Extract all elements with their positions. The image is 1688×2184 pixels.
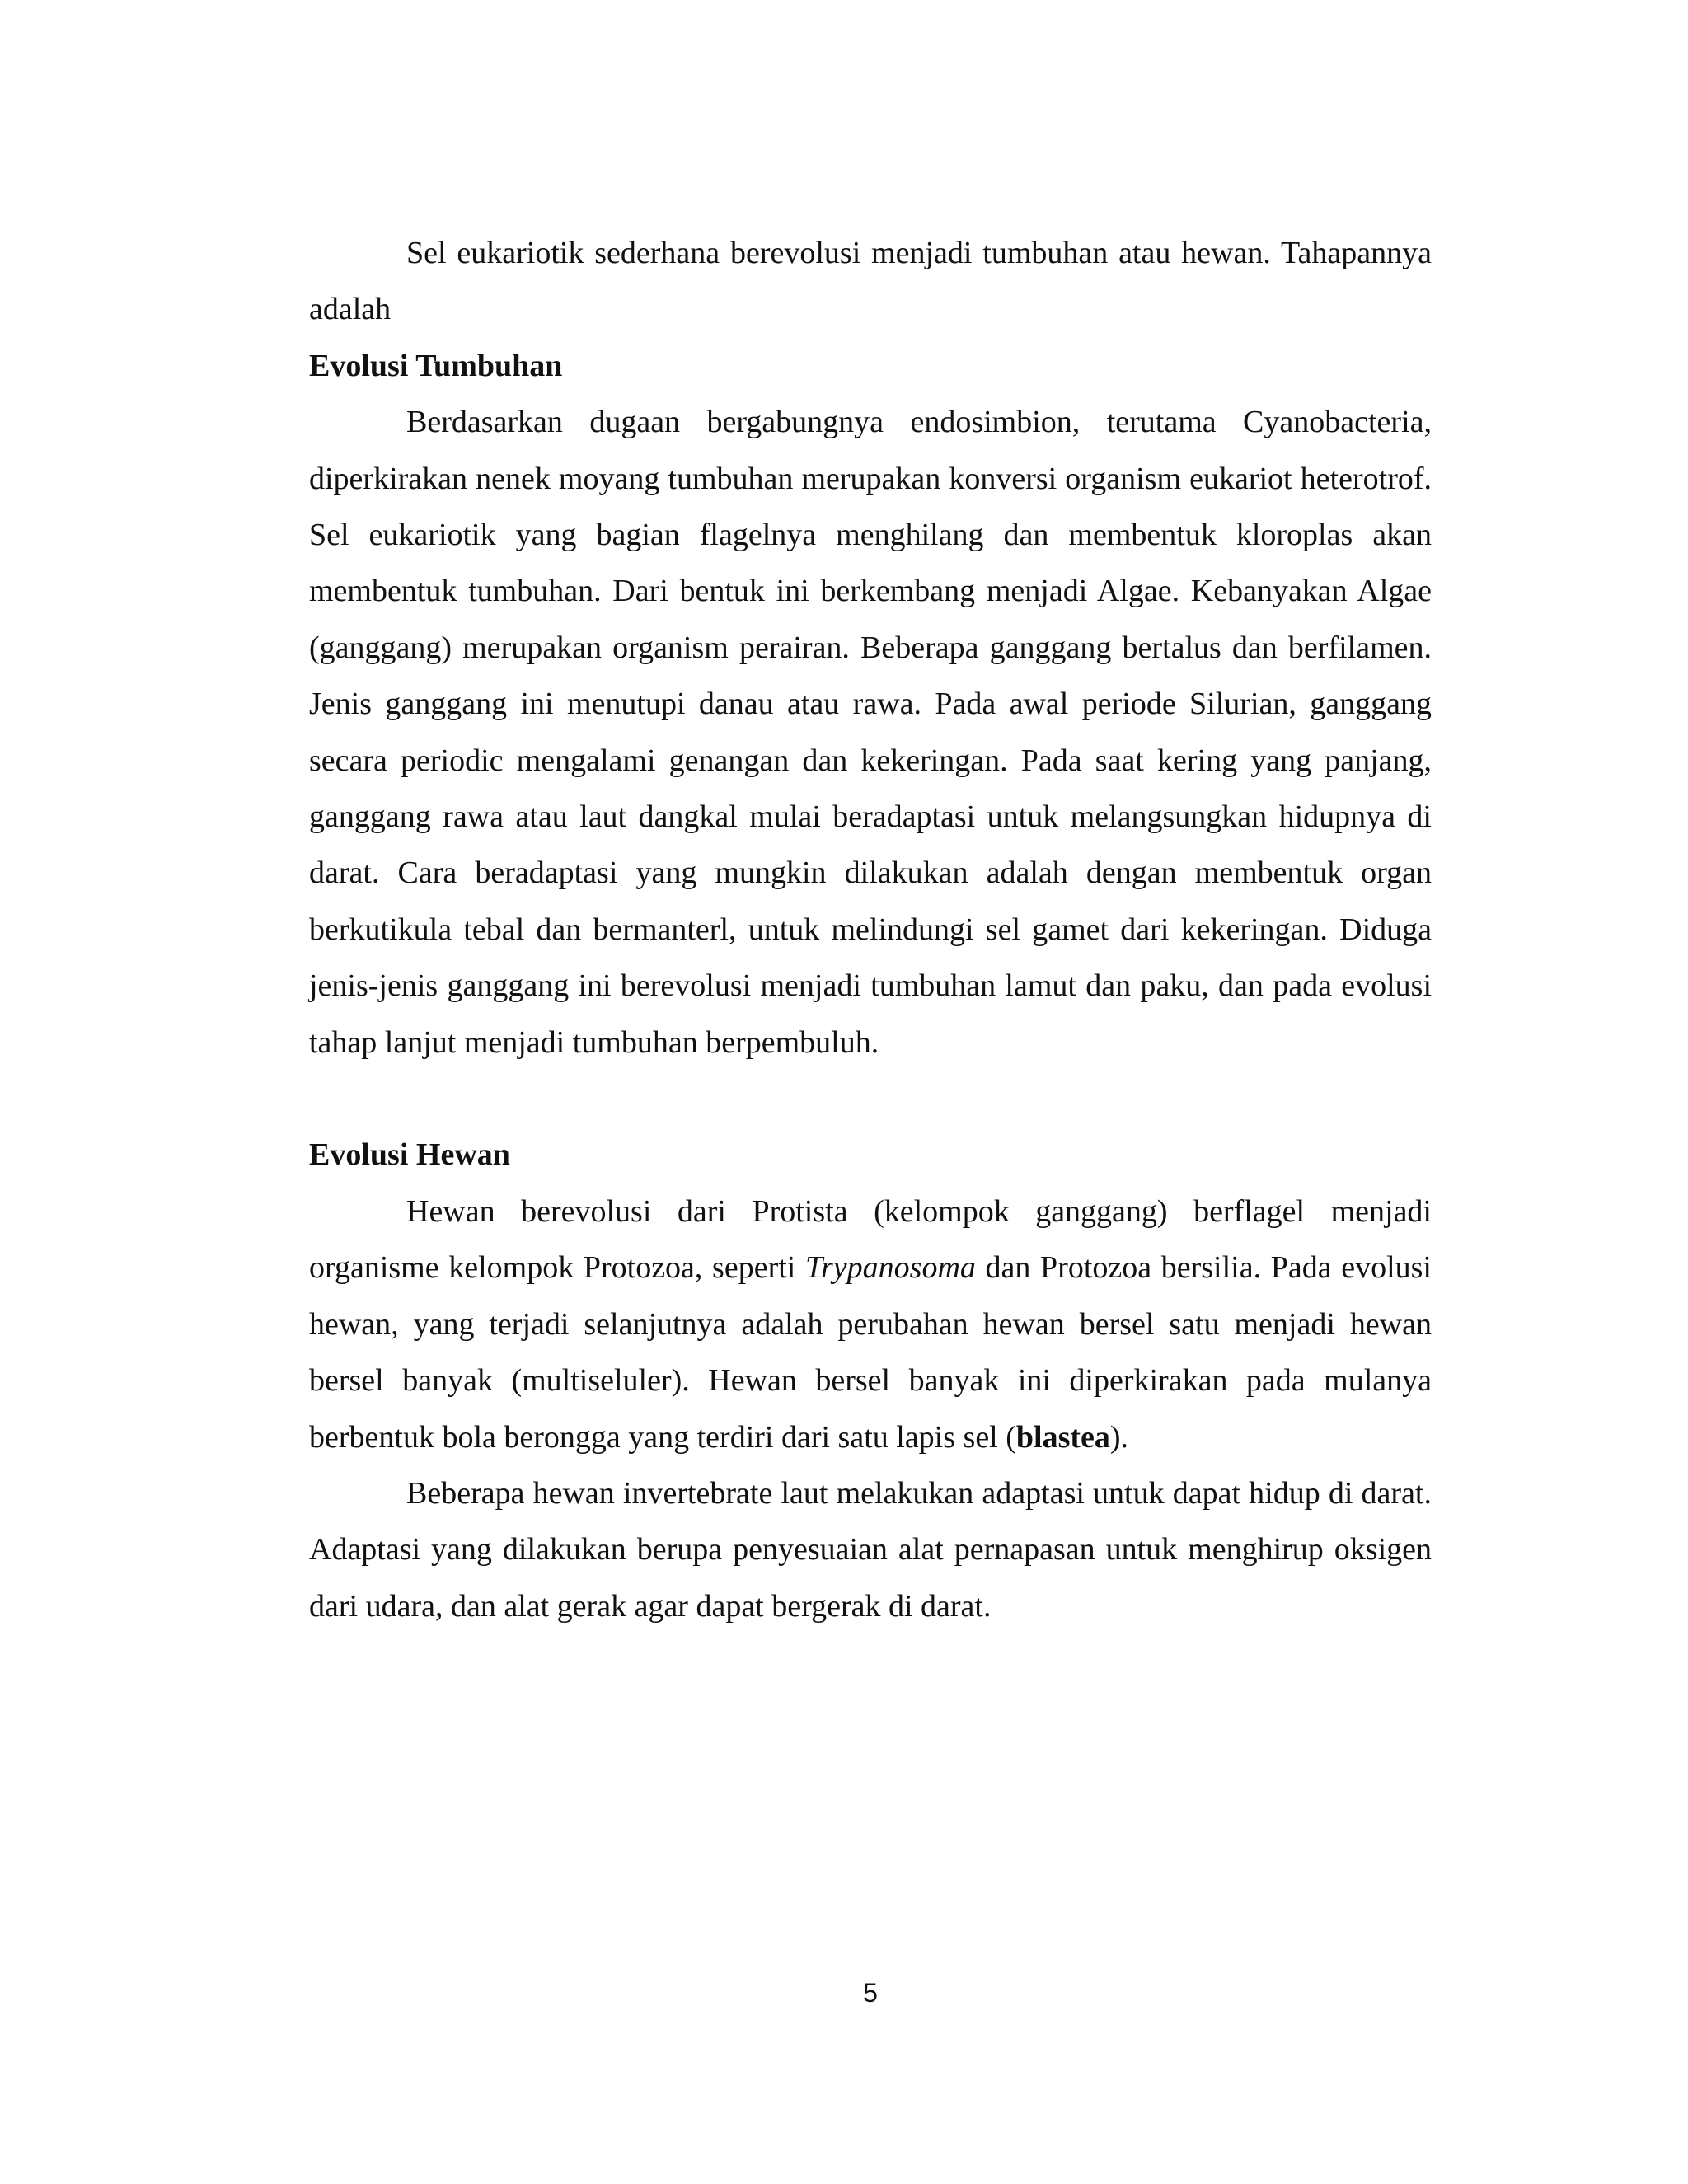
italic-term-trypanosoma: Trypanosoma [804, 1250, 976, 1286]
paragraph-text-part: ). [1109, 1419, 1129, 1455]
paragraph-evolusi-hewan-1 [309, 1183, 1432, 1465]
bold-term-blastea: blastea [1015, 1419, 1110, 1455]
paragraph-evolusi-hewan-2: Beberapa hewan invertebrate laut melakukan adaptasi untuk dapat hidup di darat. Adaptasi yang dilakukan berupa penyesuaian alat pernapasan untuk menghirup oksigen dari udara, dan alat gerak agar dapat bergerak di darat. [309, 1475, 1432, 1624]
page-content [309, 225, 1432, 1634]
heading-evolusi-tumbuhan: Evolusi Tumbuhan [309, 348, 563, 383]
paragraph-text-part: Hewan berevolusi dari Protista (kelompok ganggang) berflagel menjadi organisme kelompok Protozoa, seperti [309, 1193, 1432, 1286]
intro-paragraph: Sel eukariotik sederhana berevolusi menjadi tumbuhan atau hewan. Tahapannya adalah [309, 236, 1432, 327]
section-spacer [309, 1071, 1432, 1127]
paragraph-text-part: dan Protozoa bersilia. Pada evolusi hewan, yang terjadi selanjutnya adalah perubahan hewan bersel satu menjadi hewan bersel banyak (multiseluler). Hewan bersel banyak ini diperkirakan pada mulanya berbentuk bola berongga yang terdiri dari satu lapis sel ( [309, 1250, 1432, 1455]
heading-evolusi-hewan: Evolusi Hewan [309, 1137, 510, 1173]
page-number: 5 [863, 1978, 878, 2008]
paragraph-evolusi-tumbuhan: Berdasarkan dugaan bergabungnya endosimbion, terutama Cyanobacteria, diperkirakan nenek moyang tumbuhan merupakan konversi organism eukariot heterotrof. Sel eukariotik yang bagian flagelnya menghilang dan membentuk kloroplas akan membentuk tumbuhan. Dari bentuk ini berkembang menjadi Algae. Kebanyakan Algae (ganggang) merupakan organism perairan. Beberapa ganggang bertalus dan berfilamen. Jenis ganggang ini menutupi danau atau rawa. Pada awal periode Silurian, ganggang secara periodic mengalami genangan dan kekeringan. Pada saat kering yang panjang, ganggang rawa atau laut dangkal mulai beradaptasi untuk melangsungkan hidupnya di darat. Cara beradaptasi yang mungkin dilakukan adalah dengan membentuk organ berkutikula tebal dan bermanterl, untuk melindungi sel gamet dari kekeringan. Diduga jenis-jenis ganggang ini berevolusi menjadi tumbuhan lamut dan paku, dan pada evolusi tahap lanjut menjadi tumbuhan berpembuluh. [309, 405, 1432, 1060]
